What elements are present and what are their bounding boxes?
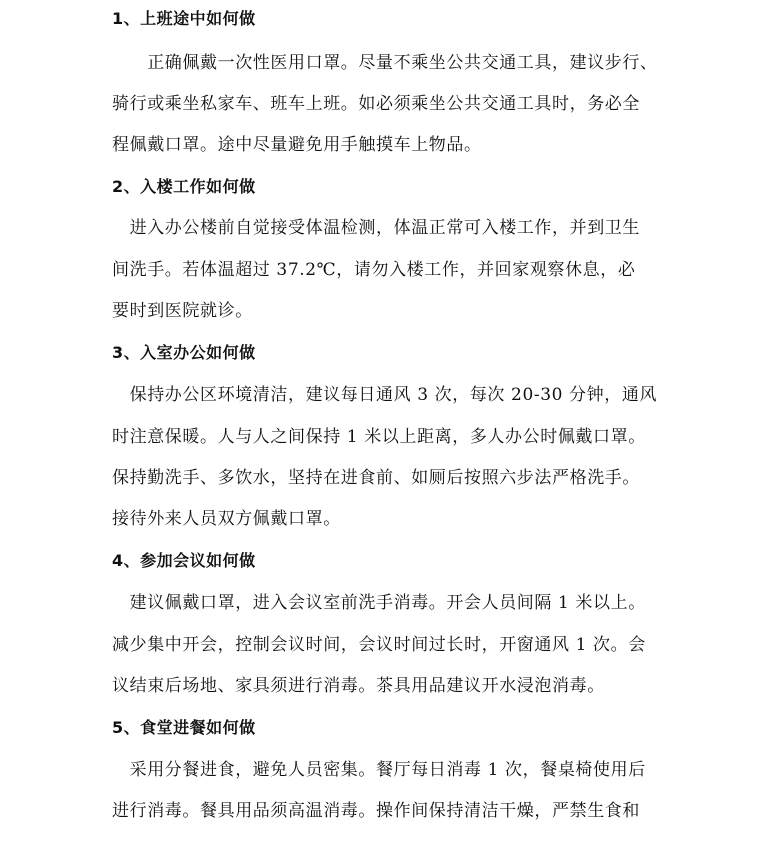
paragraph-line: 进入办公楼前自觉接受体温检测，体温正常可入楼工作，并到卫生 <box>112 218 640 238</box>
paragraph-line: 时注意保暖。人与人之间保持 1 米以上距离，多人办公时佩戴口罩。 <box>112 427 646 447</box>
section-heading: 1、上班途中如何做 <box>112 9 256 28</box>
section-heading: 3、入室办公如何做 <box>112 343 256 362</box>
section-heading: 4、参加会议如何做 <box>112 551 256 570</box>
paragraph-line: 建议佩戴口罩，进入会议室前洗手消毒。开会人员间隔 1 米以上。 <box>112 593 646 613</box>
paragraph-line: 间洗手。若体温超过 37.2℃，请勿入楼工作，并回家观察休息，必 <box>112 260 636 280</box>
paragraph-line: 要时到医院就诊。 <box>112 301 253 321</box>
paragraph-line: 采用分餐进食，避免人员密集。餐厅每日消毒 1 次，餐桌椅使用后 <box>112 760 646 780</box>
paragraph-line: 保持勤洗手、多饮水，坚持在进食前、如厕后按照六步法严格洗手。 <box>112 468 640 488</box>
paragraph-line: 进行消毒。餐具用品须高温消毒。操作间保持清洁干燥，严禁生食和 <box>112 801 640 821</box>
paragraph-line: 程佩戴口罩。途中尽量避免用手触摸车上物品。 <box>112 135 482 155</box>
section-heading: 5、食堂进餐如何做 <box>112 718 256 737</box>
paragraph-line: 议结束后场地、家具须进行消毒。茶具用品建议开水浸泡消毒。 <box>112 676 605 696</box>
paragraph-line: 接待外来人员双方佩戴口罩。 <box>112 509 341 529</box>
paragraph-line: 骑行或乘坐私家车、班车上班。如必须乘坐公共交通工具时，务必全 <box>112 94 640 114</box>
paragraph-line: 减少集中开会，控制会议时间，会议时间过长时，开窗通风 1 次。会 <box>112 635 646 655</box>
paragraph-line: 保持办公区环境清洁，建议每日通风 3 次，每次 20-30 分钟，通风 <box>112 385 658 405</box>
paragraph-line: 正确佩戴一次性医用口罩。尽量不乘坐公共交通工具，建议步行、 <box>112 53 658 73</box>
section-heading: 2、入楼工作如何做 <box>112 177 256 196</box>
